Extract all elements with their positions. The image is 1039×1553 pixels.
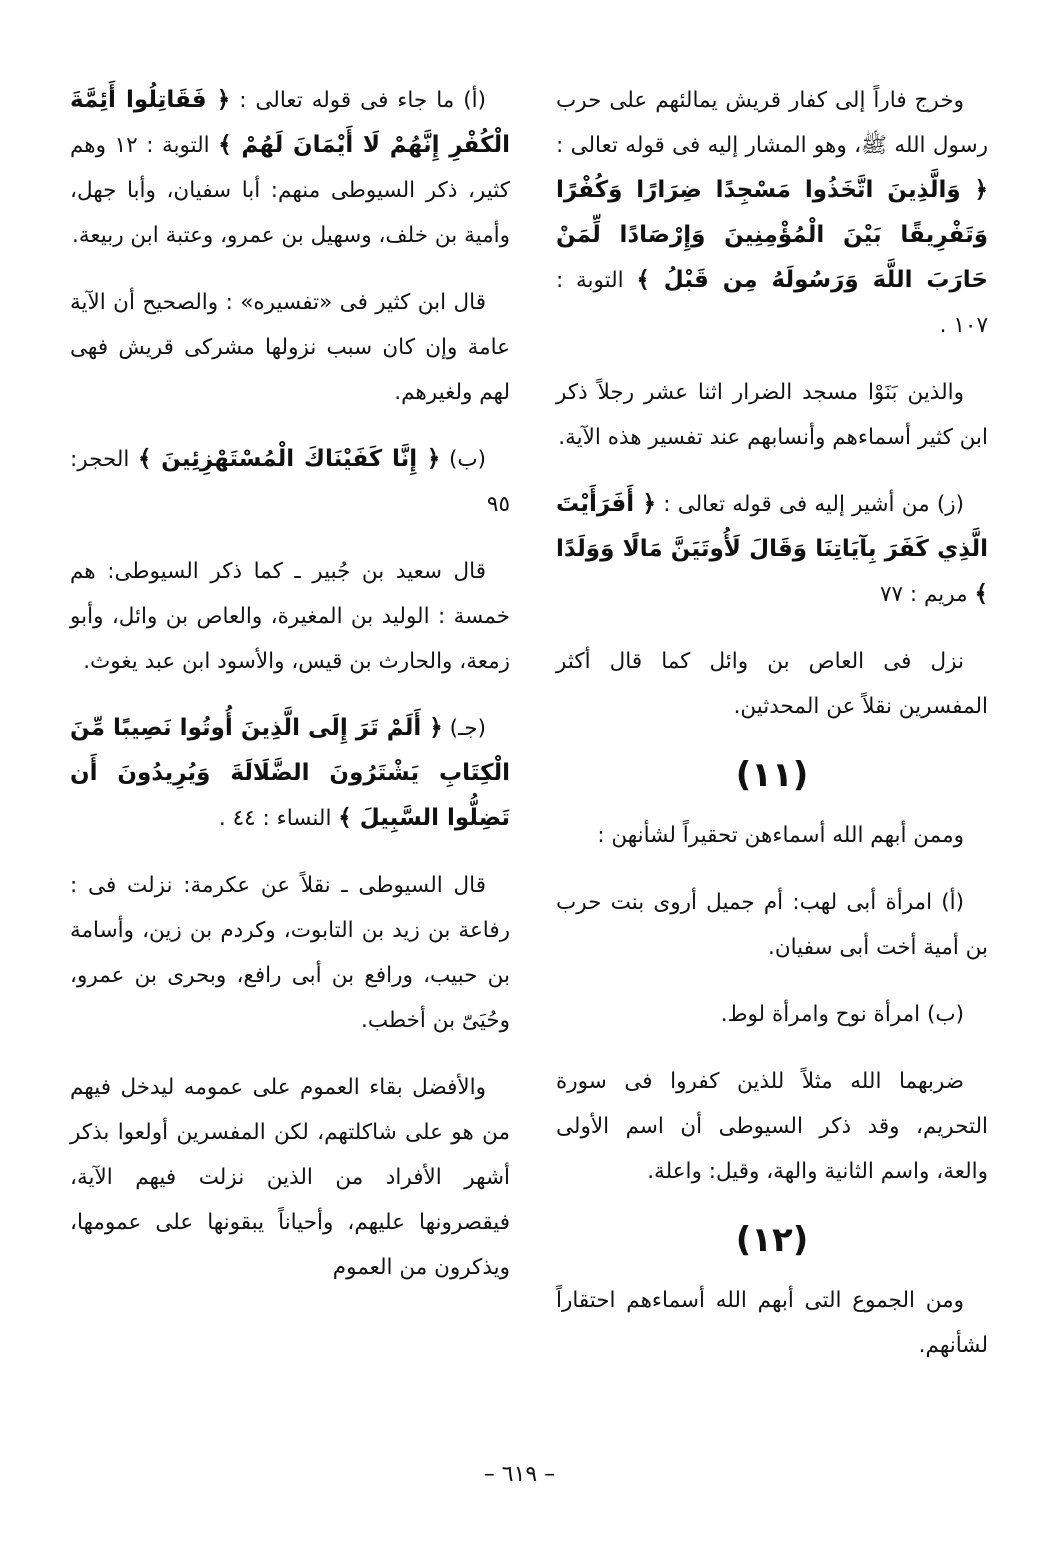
right-column xyxy=(556,78,988,1390)
verse-reference: مريم : ٧٧ xyxy=(879,582,968,607)
verse-reference: النساء : ٤٤ . xyxy=(218,806,332,831)
text: وخرج فاراً إلى كفار قريش يمالئهم على حرب رسول الله ﷺ، وهو المشار إليه فى قوله تعالى : xyxy=(556,88,988,158)
text: (ز) من أشير إليه فى قوله تعالى : xyxy=(663,492,964,517)
paragraph xyxy=(556,78,988,348)
paragraph xyxy=(70,706,510,841)
paragraph: (أ) امرأة أبى لهب: أم جميل أروى بنت حرب بن أمية أخت أبى سفيان. xyxy=(556,890,988,960)
quran-verse: ﴿ أَلَمْ تَرَ إِلَى الَّذِينَ أُوتُوا نَصِيبًا مِّنَ الْكِتَابِ يَشْتَرُونَ الضَّلَالَةَ وَيُرِيدُونَ أَن تَضِلُّوا السَّبِيلَ ﴾ xyxy=(70,715,510,831)
paragraph: نزل فى العاص بن وائل كما قال أكثر المفسرين نقلاً عن المحدثين. xyxy=(556,649,988,719)
paragraph: وممن أبهم الله أسماءهن تحقيراً لشأنهن : xyxy=(597,823,964,848)
text: التوبة : ١٢ وهم كثير، ذكر السيوطى منهم: أبا سفيان، وأبا جهل، وأمية بن خلف، وسهيل بن عمرو، وعتبة ابن ربيعة. xyxy=(70,133,510,248)
text: (جـ) xyxy=(442,716,487,741)
paragraph: والذين بَنَوْا مسجد الضرار اثنا عشر رجلاً ذكر ابن كثير أسماءهم وأنسابهم عند تفسير هذه الآية. xyxy=(556,380,988,450)
paragraph: (ب) امرأة نوح وامرأة لوط. xyxy=(720,1002,964,1027)
left-column xyxy=(70,78,510,1312)
paragraph xyxy=(556,482,988,617)
paragraph: ومن الجموع التى أبهم الله أسماءهم احتقاراً لشأنهم. xyxy=(556,1288,988,1358)
text: (ب) xyxy=(440,447,486,472)
quran-verse: ﴿ أَفَرَأَيْتَ الَّذِي كَفَرَ بِآيَاتِنَا وَقَالَ لَأُوتَيَنَّ مَالًا وَوَلَدًا ﴾ xyxy=(556,491,988,607)
paragraph: قال السيوطى ـ نقلاً عن عكرمة: نزلت فى : رفاعة بن زيد بن التابوت، وكردم بن زين، وأسامة بن حبيب، ورافع بن أبى رافع، وبحرى بن عمرو، وحُيَىّ بن أخطب. xyxy=(70,873,510,1033)
section-number-heading: (١٢) xyxy=(735,1220,809,1260)
text: (أ) ما جاء فى قوله تعالى : xyxy=(239,88,486,113)
paragraph: والأفضل بقاء العموم على عمومه ليدخل فيهم من هو على شاكلتهم، لكن المفسرين أولعوا بذكر أشهر الأفراد من الذين نزلت فيهم الآية، فيقصرونها عليهم، وأحياناً يبقونها على عمومها، ويذكرون من العموم xyxy=(70,1075,510,1280)
paragraph: قال ابن كثير فى «تفسيره» : والصحيح أن الآية عامة وإن كان سبب نزولها مشركى قريش فهى لهم ولغيرهم. xyxy=(70,290,510,405)
quran-verse: ﴿ فَقَاتِلُوا أَئِمَّةَ الْكُفْرِ إِنَّهُمْ لَا أَيْمَانَ لَهُمْ ﴾ xyxy=(70,87,511,158)
paragraph xyxy=(70,78,510,258)
quran-verse: ﴿ وَالَّذِينَ اتَّخَذُوا مَسْجِدًا ضِرَارًا وَكُفْرًا وَتَفْرِيقًا بَيْنَ الْمُؤْمِنِينَ وَإِرْصَادًا لِّمَنْ حَارَبَ اللَّهَ وَرَسُولَهُ مِن قَبْلُ ﴾ xyxy=(556,177,988,293)
section-number-heading: (١١) xyxy=(735,755,809,795)
verse-reference: الحجر: ٩٥ xyxy=(70,447,510,517)
paragraph xyxy=(70,437,510,527)
paragraph: ضربهما الله مثلاً للذين كفروا فى سورة التحريم، وقد ذكر السيوطى أن اسم الأولى والعة، واسم الثانية والهة، وقيل: واعلة. xyxy=(556,1069,988,1184)
paragraph: قال سعيد بن جُبير ـ كما ذكر السيوطى: هم خمسة : الوليد بن المغيرة، والعاص بن وائل، وأبو زمعة، والحارث بن قيس، والأسود ابن عبد يغوث. xyxy=(70,559,510,674)
page-number: – ٦١٩ – xyxy=(483,1462,556,1487)
verse-reference: التوبة : ١٠٧ . xyxy=(556,268,988,338)
quran-verse: ﴿ إِنَّا كَفَيْنَاكَ الْمُسْتَهْزِئِينَ ﴾ xyxy=(137,446,441,472)
